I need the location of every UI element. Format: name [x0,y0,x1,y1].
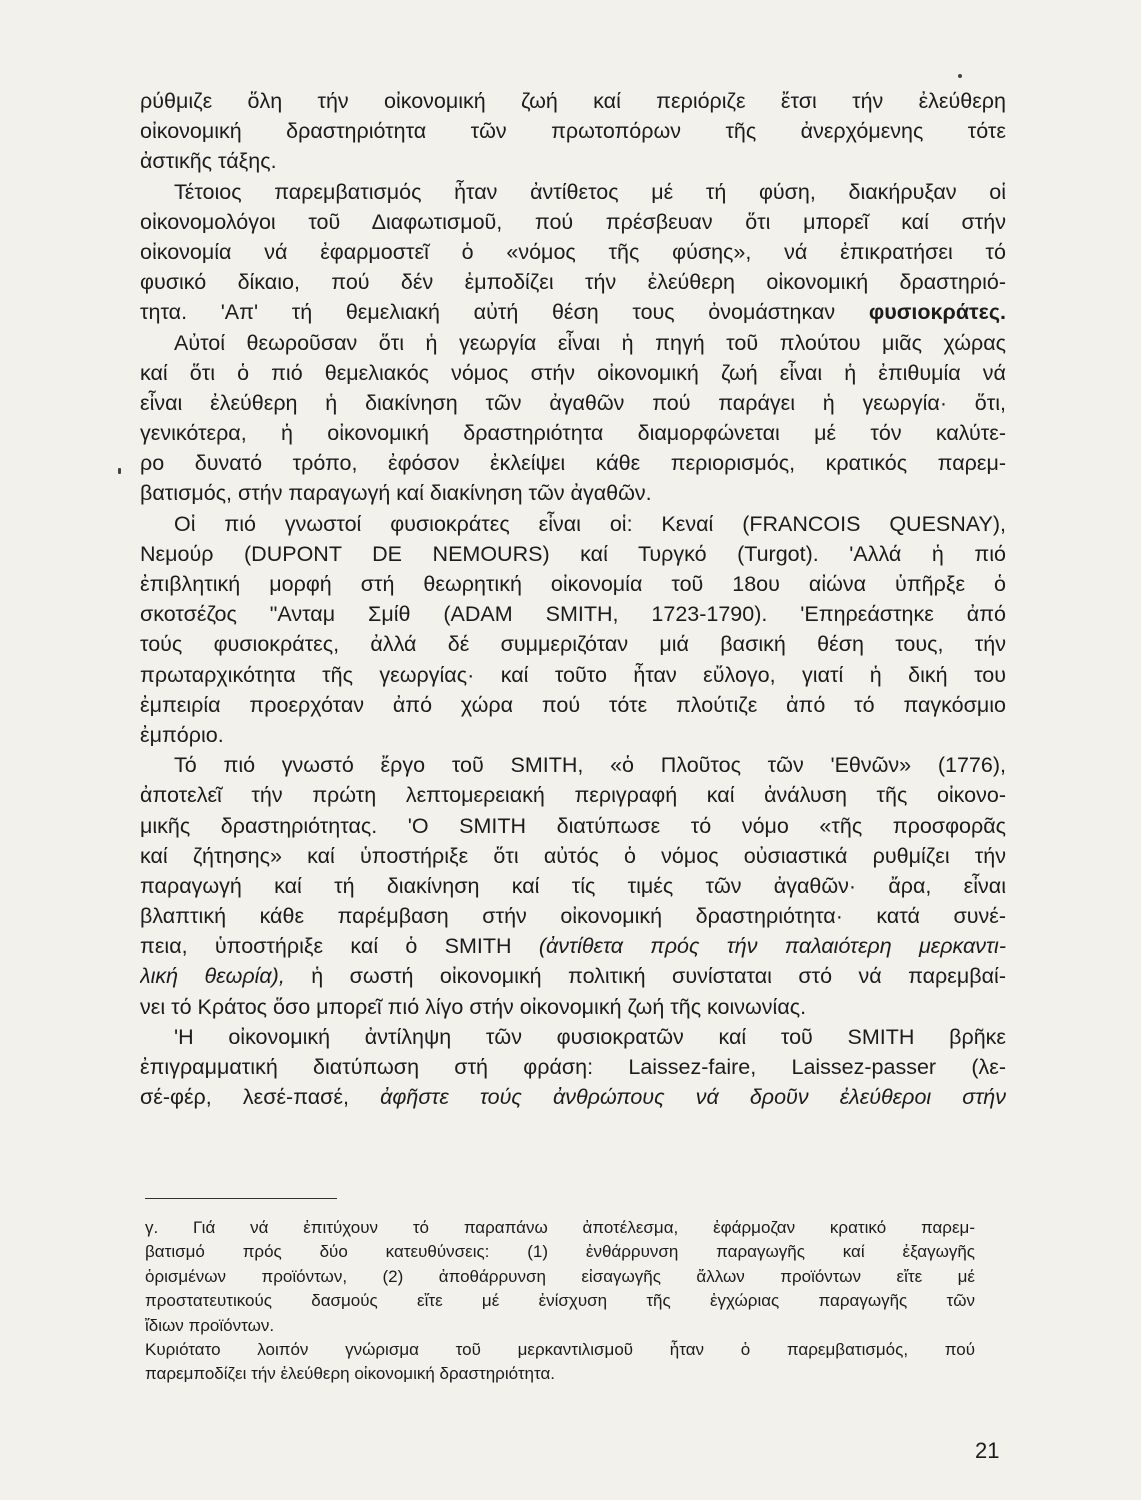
text-line [140,478,1006,508]
print-speck [118,468,121,474]
text-segment: ἐπιγραμματική διατύπωση στή φράση: Laissez-faire, Laissez-passer (λε- [140,1055,1006,1079]
text-segment: φυσικό δίκαιο, πού δέν ἐμποδίζει τήν ἐλεύθερη οἰκονομική δραστηριό- [140,270,1006,295]
text-segment: Νεμούρ (DUPONT DE NEMOURS) καί Τυργκό (Turgot). 'Αλλά ἡ πιό [140,541,1006,566]
text-segment: πεια, ὑποστήριξε καί ὁ SMITH [140,934,539,959]
text-line [140,116,1006,146]
text-segment: ρο δυνατό τρόπο, ἐφόσον ἐκλείψει κάθε περιορισμός, κρατικός παρεμ- [140,451,1006,476]
text-line [140,146,1006,176]
text-line [140,629,1006,659]
text-segment: καί ζήτησης» καί ὑποστήριξε ὅτι αὐτός ὁ νόμος οὐσιαστικά ρυθμίζει τήν [140,843,1006,868]
italic-phrase: λική θεωρία), [140,964,285,989]
print-speck [958,74,962,78]
italic-phrase: (ἀντίθετα πρός τήν παλαιότερη μερκαντι- [538,934,1006,959]
text-line [140,177,1006,207]
text-line [140,237,1006,267]
text-segment: τητα. 'Απ' τή θεμελιακή αὐτή θέση τους ὀνομάστηκαν [140,300,869,325]
footnotes [145,1216,975,1387]
text-line [140,871,1006,901]
text-line [140,569,1006,599]
text-line [140,750,1006,780]
text-line [140,509,1006,539]
text-segment: βλαπτική κάθε παρέμβαση στήν οἰκονομική δραστηριότητα· κατά συνέ- [140,904,1006,929]
footnote-line: ὁρισμένων προϊόντων, (2) ἀποθάρρυνση εἰσαγωγῆς ἄλλων προϊόντων εἴτε μέ [145,1266,975,1286]
text-segment: ρύθμιζε ὅλη τήν οἰκονομική ζωή καί περιόριζε ἔτσι τήν ἐλεύθερη [140,89,1006,113]
text-segment: Τό πιό γνωστό ἔργο τοῦ SMITH, «ὁ Πλοῦτος τῶν 'Εθνῶν» (1776), [174,753,1006,778]
text-segment: παραγωγή καί τή διακίνηση καί τίς τιμές τῶν ἀγαθῶν· ἄρα, εἶναι [140,873,1006,898]
text-segment: βατισμός, στήν παραγωγή καί διακίνηση τῶν ἀγαθῶν. [140,481,652,506]
bold-term: φυσιοκράτες. [868,300,1006,325]
text-line [140,539,1006,569]
text-segment: γενικότερα, ἡ οἰκονομική δραστηριότητα διαμορφώνεται μέ τόν καλύτε- [140,421,1006,446]
text-line [140,1022,1006,1052]
text-line [140,1052,1006,1082]
text-line [140,86,1006,116]
text-line [140,931,1006,961]
text-segment: ἀστικῆς τάξης. [140,149,277,174]
text-segment: νει τό Κράτος ὅσο μπορεῖ πιό λίγο στήν οἰκονομική ζωή τῆς κοινωνίας. [140,994,807,1019]
text-segment: ἐμπειρία προερχόταν ἀπό χώρα πού τότε πλούτιζε ἀπό τό παγκόσμιο [140,692,1006,717]
text-line [140,448,1006,478]
text-line [140,297,1006,327]
text-segment: σκοτσέζος "Ανταμ Σμίθ (ADAM SMITH, 1723-1790). 'Επηρεάστηκε ἀπό [140,602,1006,627]
text-segment: Τέτοιος παρεμβατισμός ἦταν ἀντίθετος μέ τή φύση, διακήρυξαν οἱ [174,179,1006,204]
text-line [140,358,1006,388]
text-segment: μικῆς δραστηριότητας. 'Ο SMITH διατύπωσε τό νόμο «τῆς προσφορᾶς [140,813,1006,838]
body-text [140,86,1006,1112]
text-line [140,418,1006,448]
text-line [140,267,1006,297]
text-line [140,690,1006,720]
text-segment: Οἱ πιό γνωστοί φυσιοκράτες εἶναι οἱ: Κεναί (FRANCOIS QUESNAY), [174,511,1006,536]
text-line [140,841,1006,871]
text-line [140,961,1006,991]
text-line [140,780,1006,810]
text-line [140,660,1006,690]
footnote-line: γ. Γιά νά ἐπιτύχουν τό παραπάνω ἀποτέλεσμα, ἐφάρμοζαν κρατικό παρεμ- [145,1218,975,1237]
footnote-line: Κυριότατο λοιπόν γνώρισμα τοῦ μερκαντιλισμοῦ ἦταν ὁ παρεμβατισμός, πού [145,1339,975,1359]
text-segment: εἶναι ἐλεύθερη ἡ διακίνηση τῶν ἀγαθῶν πού παράγει ἡ γεωργία· ὅτι, [140,390,1006,415]
text-line [140,599,1006,629]
text-segment: ἐμπόριο. [140,722,224,747]
footnote-line: βατισμό πρός δύο κατευθύνσεις: (1) ἐνθάρρυνση παραγωγῆς καί ἐξαγωγῆς [145,1242,975,1262]
footnote-line: προστατευτικούς δασμούς εἴτε μέ ἐνίσχυση τῆς ἐγχώριας παραγωγῆς τῶν [145,1291,975,1311]
text-line [140,1082,1006,1112]
text-segment: πρωταρχικότητα τῆς γεωργίας· καί τοῦτο ἦταν εὔλογο, γιατί ἡ δική του [140,662,1006,687]
text-line [140,811,1006,841]
text-segment: ἡ σωστή οἰκονομική πολιτική συνίσταται στό νά παρεμβαί- [284,964,1006,989]
page-number: 21 [975,1438,1000,1463]
text-segment: καί ὅτι ὁ πιό θεμελιακός νόμος στήν οἰκονομική ζωή εἶναι ἡ ἐπιθυμία νά [140,360,1006,385]
footnote-line: ἴδιων προϊόντων. [145,1315,275,1335]
text-segment: οἰκονομολόγοι τοῦ Διαφωτισμοῦ, πού πρέσβευαν ὅτι μπορεῖ καί στήν [140,209,1006,234]
footnote-line: παρεμποδίζει τήν ἐλεύθερη οἰκονομική δραστηριότητα. [145,1364,556,1384]
text-line [140,388,1006,418]
text-line [140,328,1006,358]
footnote-separator [145,1198,337,1199]
text-segment: τούς φυσιοκράτες, ἀλλά δέ συμμεριζόταν μιά βασική θέση τους, τήν [140,632,1006,657]
text-segment: σέ-φέρ, λεσέ-πασέ, [140,1085,381,1110]
text-segment: 'Η οἰκονομική ἀντίληψη τῶν φυσιοκρατῶν καί τοῦ SMITH βρῆκε [174,1024,1006,1049]
text-segment: Αὐτοί θεωροῦσαν ὅτι ἡ γεωργία εἶναι ἡ πηγή τοῦ πλούτου μιᾶς χώρας [174,330,1006,355]
italic-phrase: ἀφῆστε τούς ἀνθρώπους νά δροῦν ἐλεύθεροι στήν [380,1085,1006,1110]
text-segment: ἐπιβλητική μορφή στή θεωρητική οἰκονομία τοῦ 18ου αἰώνα ὑπῆρξε ὁ [140,572,1006,596]
text-segment: οἰκονομία νά ἐφαρμοστεῖ ὁ «νόμος τῆς φύσης», νά ἐπικρατήσει τό [140,239,1006,264]
text-line [140,207,1006,237]
text-line [140,720,1006,750]
text-line [140,992,1006,1022]
text-segment: οἰκονομική δραστηριότητα τῶν πρωτοπόρων τῆς ἀνερχόμενης τότε [140,119,1006,144]
text-line [140,901,1006,931]
text-segment: ἀποτελεῖ τήν πρώτη λεπτομερειακή περιγραφή καί ἀνάλυση τῆς οἰκονο- [140,783,1006,808]
